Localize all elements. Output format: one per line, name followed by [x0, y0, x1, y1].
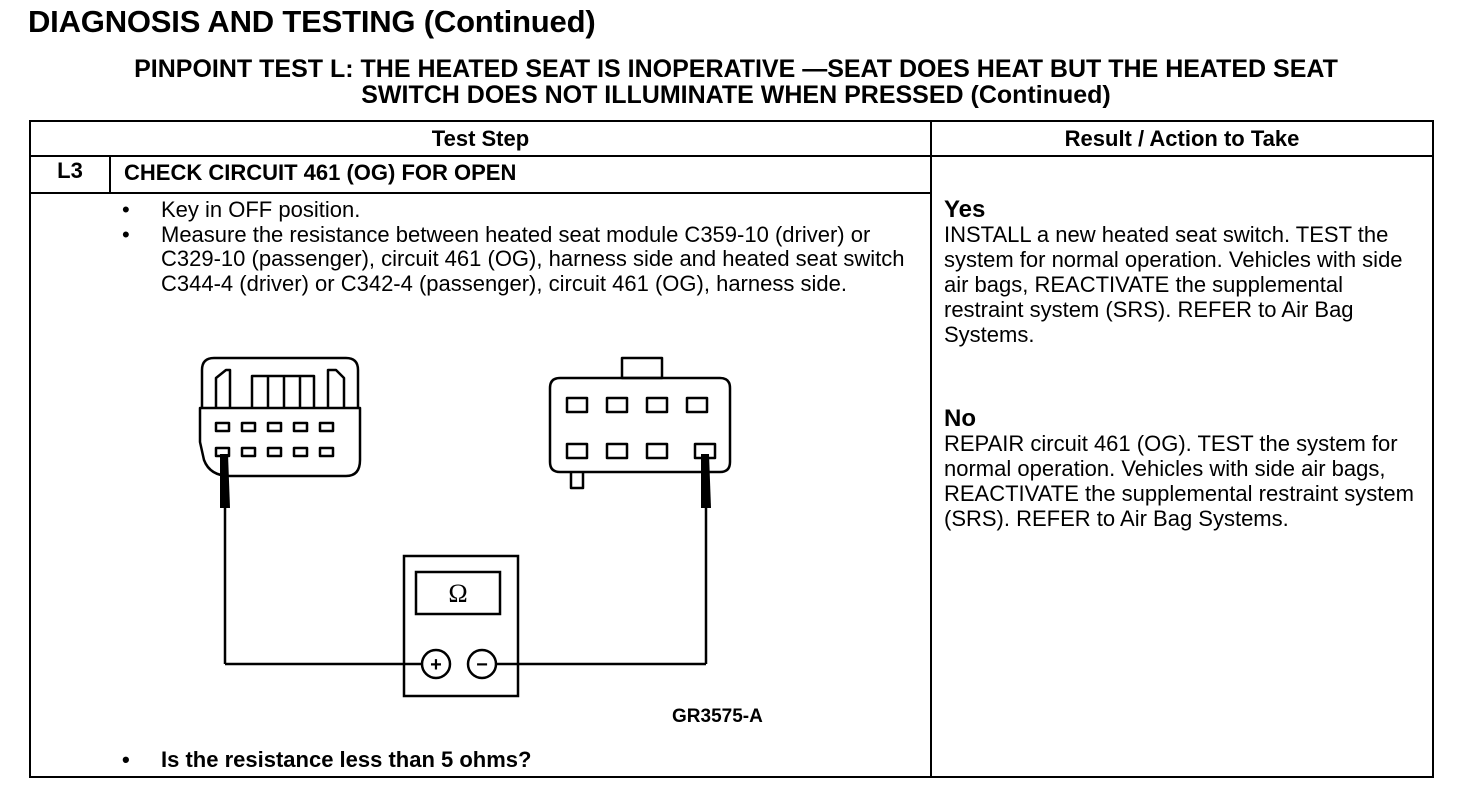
positive-terminal: + — [430, 654, 442, 676]
result-no-label: No — [944, 405, 976, 432]
step-title-rule — [29, 192, 931, 194]
header-result-action: Result / Action to Take — [1064, 126, 1300, 151]
step-title: CHECK CIRCUIT 461 (OG) FOR OPEN — [124, 160, 517, 185]
step-id-divider — [109, 155, 111, 193]
instruction-measure-resistance — [118, 223, 911, 297]
header-test-step: Test Step — [431, 126, 530, 151]
page-title: DIAGNOSIS AND TESTING (Continued) — [28, 4, 596, 39]
step-instructions — [118, 198, 911, 296]
resistance-test-diagram — [190, 350, 750, 710]
pinpoint-test-title-line-2: SWITCH DOES NOT ILLUMINATE WHEN PRESSED (Continued) — [361, 81, 1111, 109]
result-yes-text: INSTALL a new heated seat switch. TEST the system for normal operation. Vehicles with side air bags, REACTIVATE the supplemental restraint system (SRS). REFER to Air Bag Systems. — [944, 222, 1403, 347]
left-test-probe — [220, 454, 230, 664]
instruction-key-off: • Key in OFF position. — [118, 198, 911, 223]
step-question: • Is the resistance less than 5 ohms? — [118, 747, 531, 773]
figure-code: GR3575-A — [672, 706, 763, 727]
right-test-probe — [701, 454, 711, 664]
column-divider — [930, 120, 932, 778]
step-id: L3 — [57, 158, 83, 183]
result-yes-label: Yes — [944, 196, 986, 223]
pinpoint-test-title-line-1: PINPOINT TEST L: THE HEATED SEAT IS INOPERATIVE —SEAT DOES HEAT BUT THE HEATED SEAT — [134, 55, 1338, 83]
negative-terminal: − — [476, 654, 488, 676]
ohm-symbol: Ω — [448, 579, 468, 608]
pinpoint-test-title — [0, 56, 1472, 108]
instruction-measure-text: Measure the resistance between heated seat module C359-10 (driver) or C329-10 (passenger), circuit 461 (OG), harness side and heated seat switch C344-4 (driver) or C342-4 (passenger), circuit 461 (OG), harness side. — [161, 221, 905, 296]
result-no-text: REPAIR circuit 461 (OG). TEST the system for normal operation. Vehicles with side air bags, REACTIVATE the supplemental restraint system (SRS). REFER to Air Bag Systems. — [944, 431, 1414, 531]
header-rule — [29, 155, 1434, 157]
ohmmeter — [404, 556, 518, 696]
result-yes — [944, 198, 1428, 347]
result-no — [944, 407, 1430, 531]
